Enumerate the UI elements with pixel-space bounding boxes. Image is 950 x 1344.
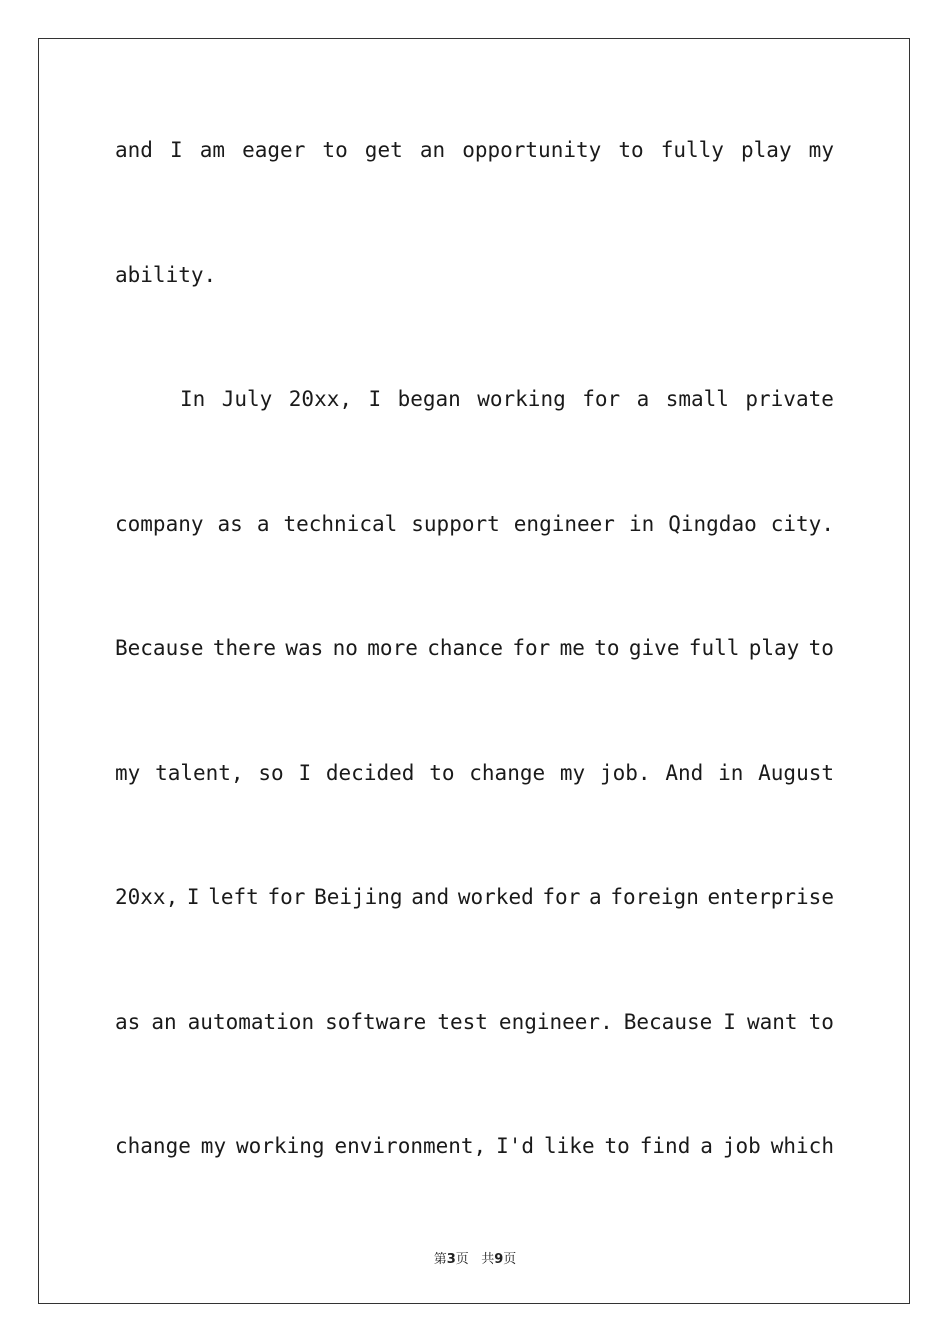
footer-prefix: 第	[433, 1252, 447, 1267]
text-line: Because there was no more chance for me to give full play to	[115, 636, 834, 660]
page-border	[38, 38, 910, 1304]
text-line: as an automation software test engineer. Because I want to	[115, 1010, 834, 1034]
text-line: my talent, so I decided to change my job. And in August	[115, 761, 834, 785]
total-page-count: 9	[494, 1252, 504, 1267]
text-line: company as a technical support engineer in Qingdao city.	[115, 512, 834, 536]
text-line: and I am eager to get an opportunity to fully play my	[115, 138, 834, 162]
current-page-number: 3	[446, 1252, 456, 1267]
footer-total-prefix: 共	[481, 1252, 495, 1267]
text-line: In July 20xx, I began working for a small private	[180, 387, 834, 411]
text-line: 20xx, I left for Beijing and worked for a foreign enterprise	[115, 885, 834, 909]
page-footer	[0, 1248, 950, 1267]
footer-total-suffix: 页	[503, 1252, 517, 1267]
footer-page-suffix: 页	[455, 1252, 469, 1267]
text-line: ability.	[115, 263, 217, 287]
text-line: change my working environment, I'd like to find a job which	[115, 1134, 834, 1158]
